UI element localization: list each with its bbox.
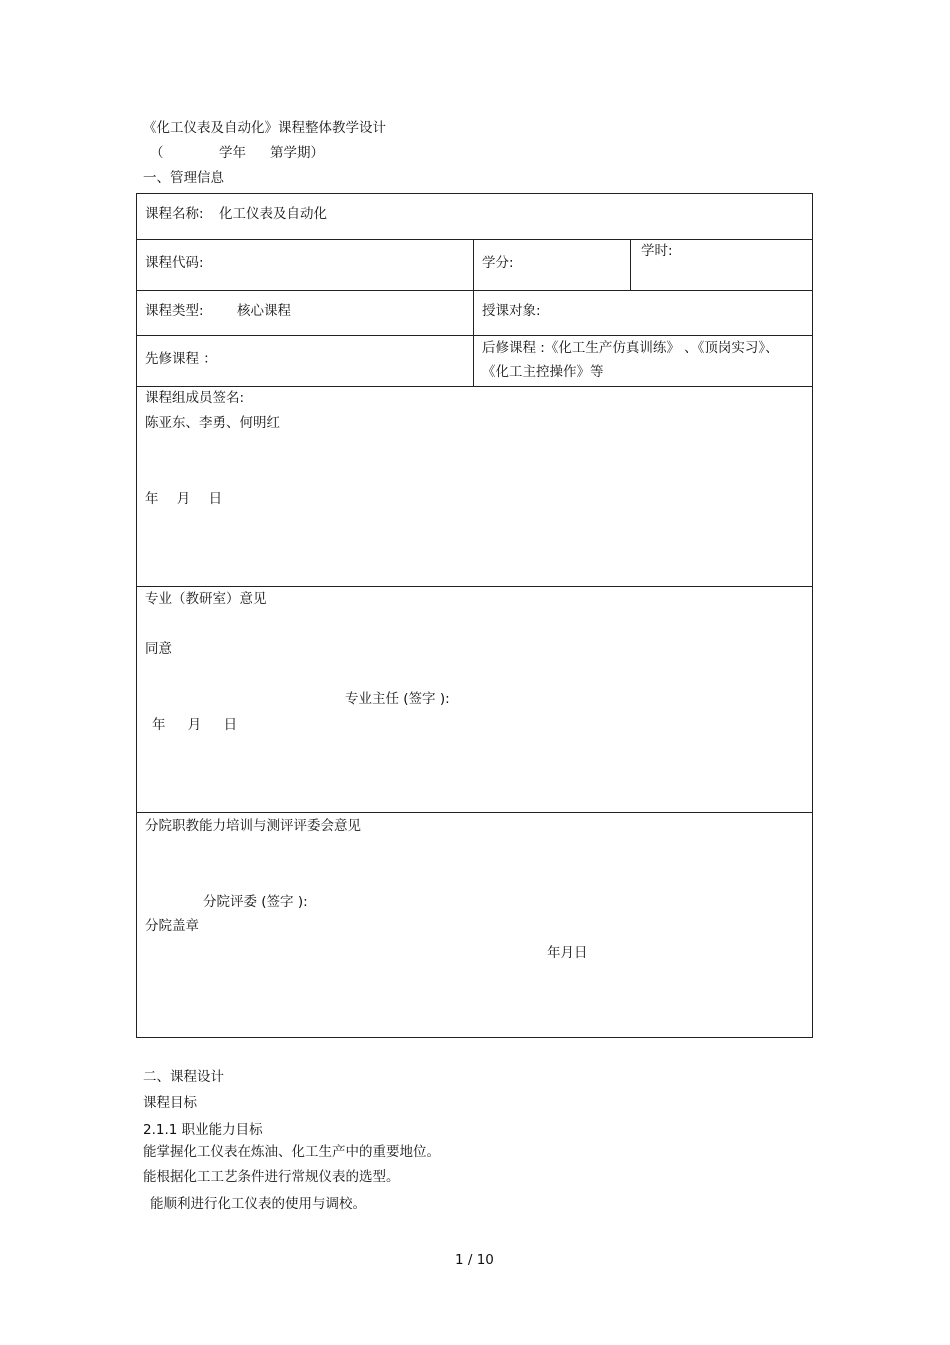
row-divider — [137, 335, 812, 336]
department-date: 年 月 日 — [152, 717, 238, 733]
section-management-info: 一、管理信息 — [143, 170, 224, 186]
document-title: 《化工仪表及自动化》课程整体教学设计 — [143, 120, 386, 136]
committee-date: 年月日 — [547, 945, 588, 961]
credit-label: 学分: — [482, 255, 514, 271]
members-value: 陈亚东、李勇、何明红 — [145, 415, 280, 431]
department-opinion-value: 同意 — [145, 641, 172, 657]
term-year: 学年 — [219, 145, 246, 161]
prerequisite-label: 先修课程 ： — [145, 351, 217, 367]
term-open-paren: （ — [150, 145, 164, 161]
course-name-label: 课程名称: — [145, 206, 204, 222]
audience-label: 授课对象: — [482, 303, 541, 319]
row-divider — [137, 239, 812, 240]
column-divider — [473, 239, 474, 386]
followup-courses-line1: 后修课程 :《化工生产仿真训练》 、《顶岗实习》、 — [482, 340, 779, 356]
goal-item: 能根据化工工艺条件进行常规仪表的选型。 — [143, 1169, 400, 1185]
course-name-value: 化工仪表及自动化 — [219, 206, 327, 222]
department-head-signature: 专业主任 (签字 ): — [345, 691, 450, 707]
followup-courses-line2: 《化工主控操作》等 — [482, 364, 604, 380]
row-divider — [137, 586, 812, 587]
row-divider — [137, 290, 812, 291]
members-date: 年 月 日 — [145, 491, 223, 507]
committee-signature: 分院评委 (签字 ): — [203, 894, 308, 910]
row-divider — [137, 386, 812, 387]
section-course-design: 二、课程设计 — [143, 1069, 224, 1085]
row-divider — [137, 812, 812, 813]
goal-item: 能顺利进行化工仪表的使用与调校。 — [150, 1196, 366, 1212]
department-opinion-label: 专业（教研室）意见 — [145, 591, 267, 607]
course-type-value: 核心课程 — [237, 303, 291, 319]
page-number: 1 / 10 — [455, 1252, 494, 1268]
members-label: 课程组成员签名: — [145, 390, 245, 406]
course-goal-heading: 课程目标 — [143, 1095, 197, 1111]
committee-seal: 分院盖章 — [145, 918, 199, 934]
vocational-goal-heading: 2.1.1 职业能力目标 — [143, 1122, 263, 1138]
goal-item: 能掌握化工仪表在炼油、化工生产中的重要地位。 — [143, 1144, 440, 1160]
management-info-table — [136, 193, 813, 1038]
term-semester: 第学期） — [270, 145, 324, 161]
hours-label: 学时: — [641, 243, 673, 259]
column-divider — [630, 239, 631, 290]
committee-opinion-label: 分院职教能力培训与测评评委会意见 — [145, 818, 361, 834]
course-code-label: 课程代码: — [145, 255, 204, 271]
course-type-label: 课程类型: — [145, 303, 204, 319]
